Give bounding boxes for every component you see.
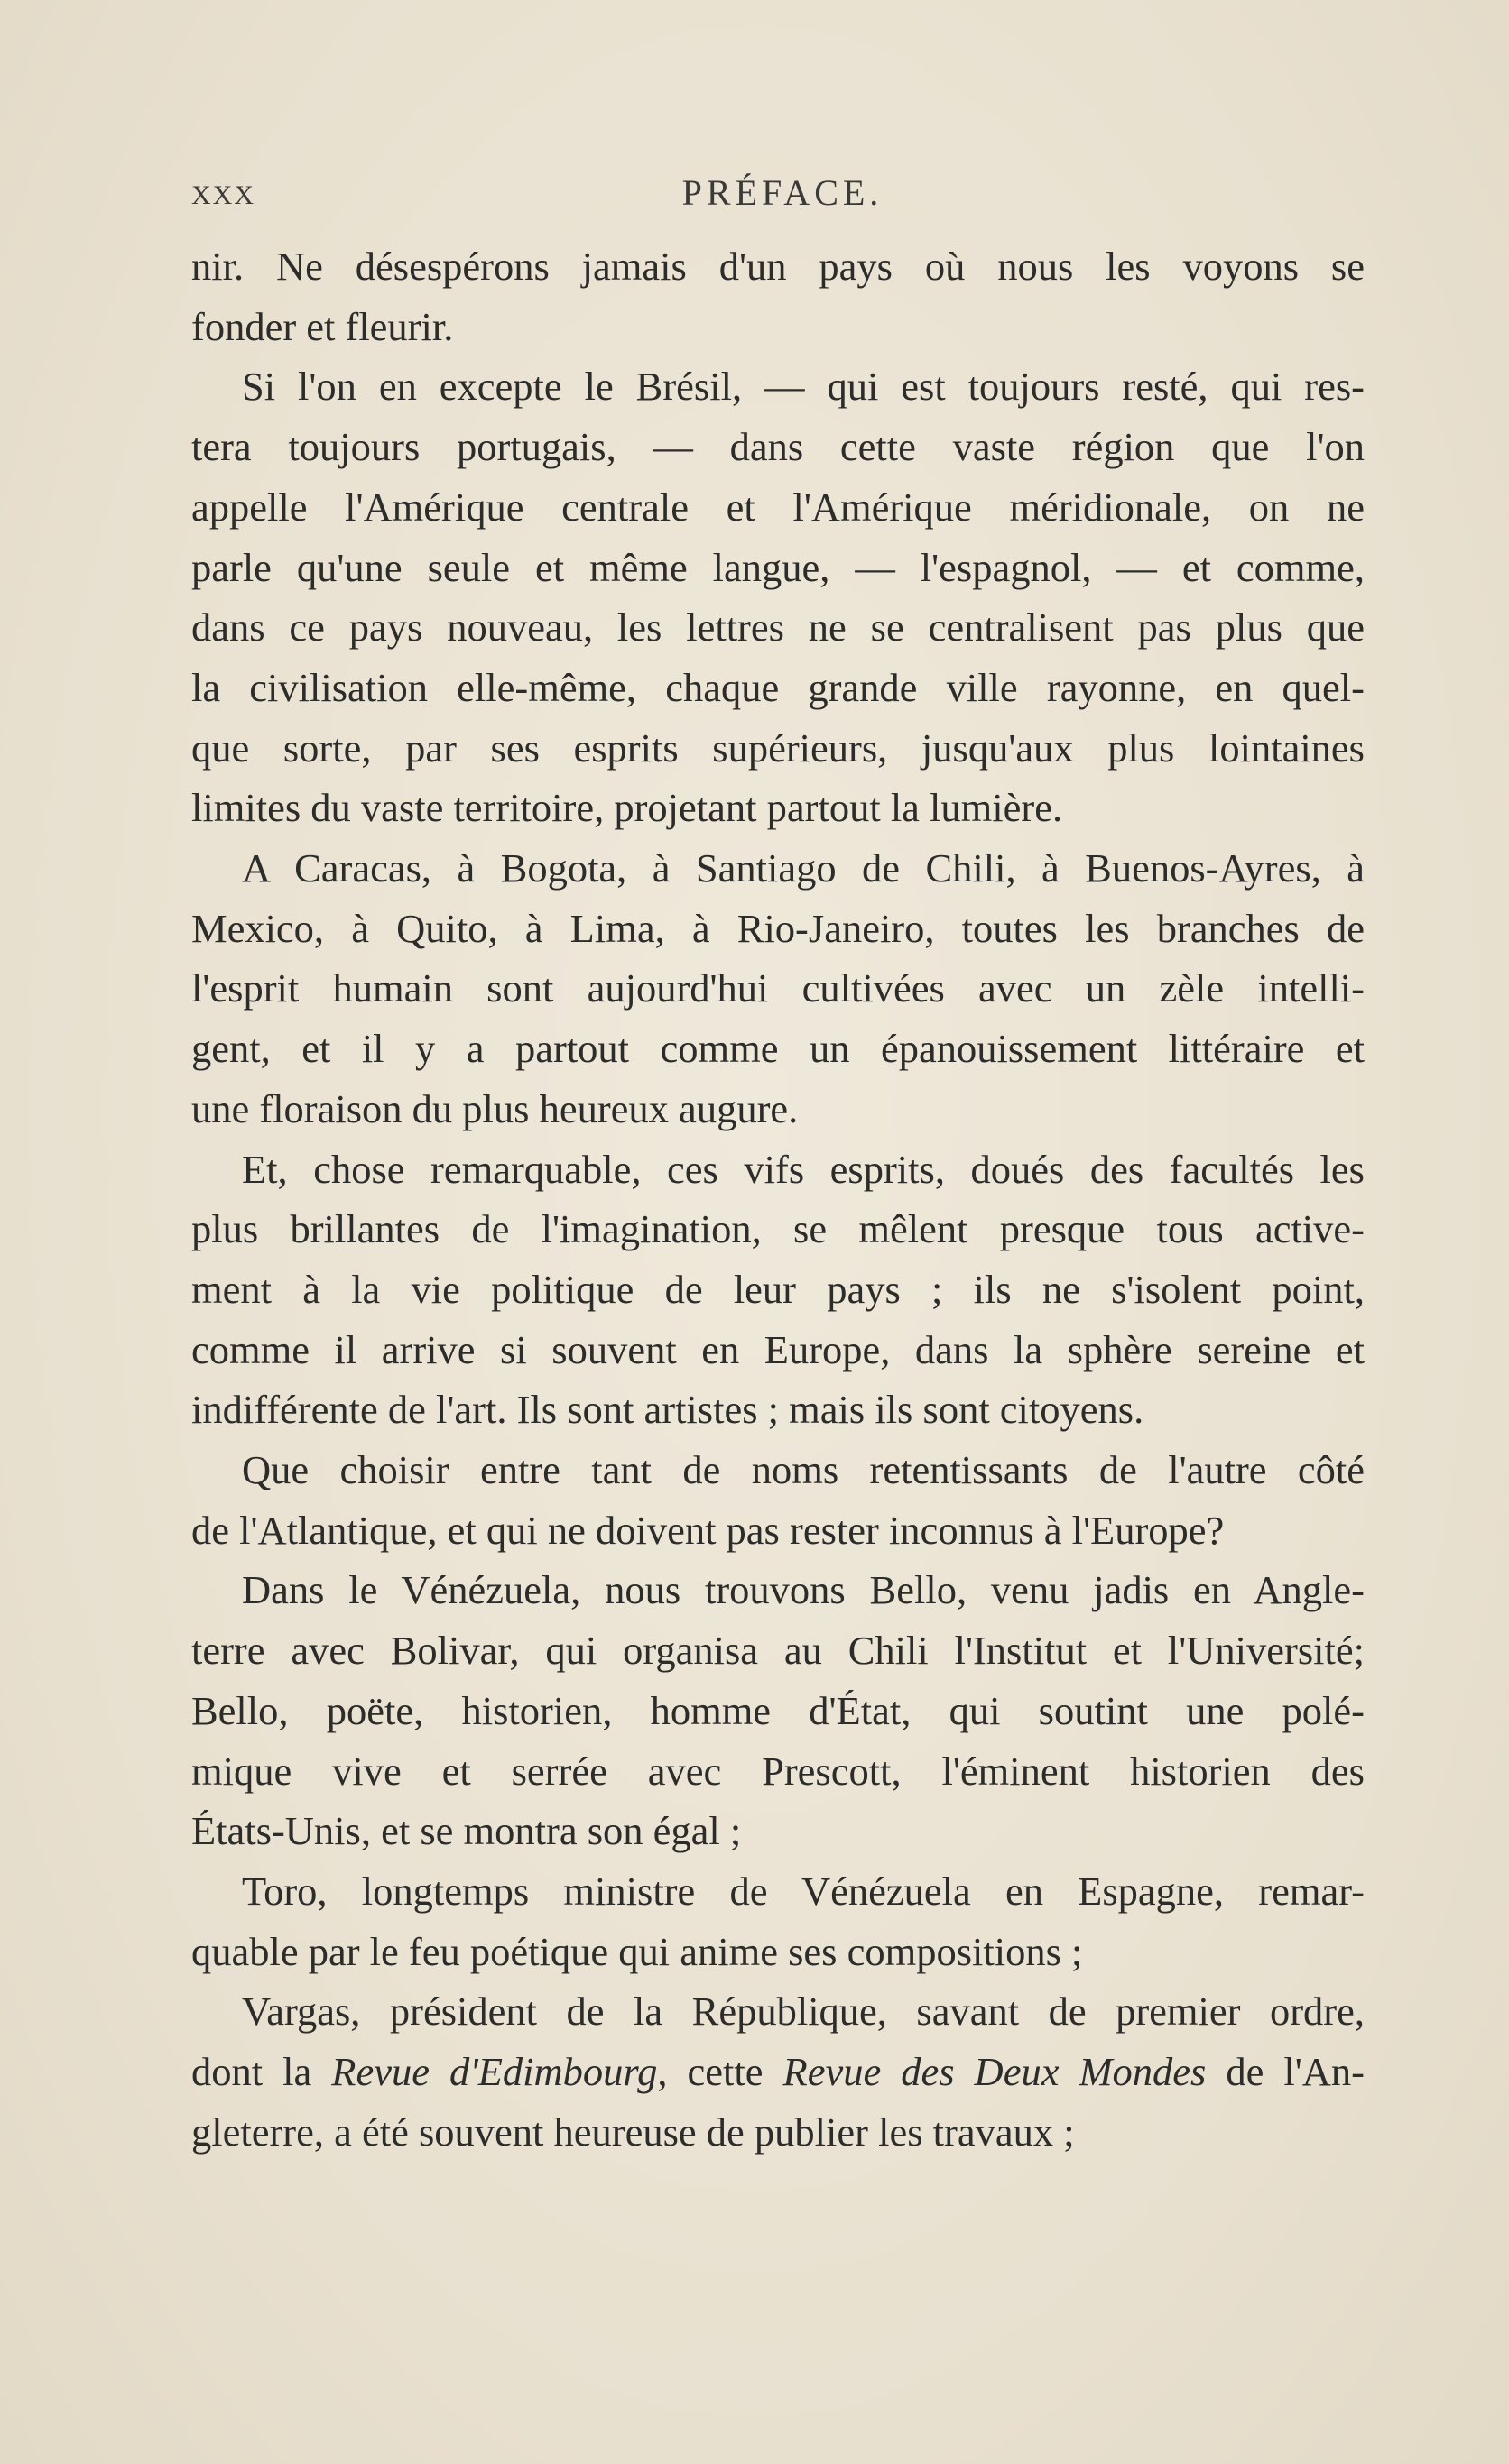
text-line: une floraison du plus heureux augure. bbox=[191, 1085, 799, 1131]
text-line: Bello, poëte, historien, homme d'État, qui soutint une polé- bbox=[191, 1687, 1365, 1733]
text-line: l'esprit humain sont aujourd'hui cultivées avec un zèle intelli- bbox=[191, 965, 1365, 1011]
text-line: fonder et fleurir. bbox=[191, 303, 454, 349]
body-text bbox=[191, 236, 1365, 2163]
text-line: que sorte, par ses esprits supérieurs, jusqu'aux plus lointaines bbox=[191, 724, 1365, 771]
text-line: quable par le feu poétique qui anime ses compositions ; bbox=[191, 1928, 1083, 1974]
text-line: Que choisir entre tant de noms retentissants de l'autre côté bbox=[242, 1447, 1365, 1493]
text-line: Mexico, à Quito, à Lima, à Rio-Janeiro, toutes les branches de bbox=[191, 905, 1365, 951]
text-line-final bbox=[191, 2042, 1365, 2102]
page-header bbox=[191, 171, 1374, 226]
final-line-before: dont la bbox=[191, 2049, 332, 2095]
text-line-closing: gleterre, a été souvent heureuse de publier les travaux ; bbox=[191, 2109, 1075, 2155]
text-line: limites du vaste territoire, projetant partout la lumière. bbox=[191, 785, 1063, 831]
running-title: PRÉFACE. bbox=[681, 172, 884, 213]
final-line-after: de l'An- bbox=[1206, 2049, 1365, 2095]
text-line: gent, et il y a partout comme un épanouissement littéraire et bbox=[191, 1026, 1365, 1072]
text-line: indifférente de l'art. Ils sont artistes ; mais ils sont citoyens. bbox=[191, 1387, 1144, 1433]
text-line: de l'Atlantique, et qui ne doivent pas rester inconnus à l'Europe? bbox=[191, 1507, 1225, 1553]
text-line: Toro, longtemps ministre de Vénézuela en Espagne, remar- bbox=[242, 1868, 1365, 1914]
text-line: terre avec Bolivar, qui organisa au Chili l'Institut et l'Université; bbox=[191, 1628, 1365, 1674]
text-line: nir. Ne désespérons jamais d'un pays où nous les voyons se bbox=[191, 244, 1365, 289]
text-line: appelle l'Amérique centrale et l'Amérique méridionale, on ne bbox=[191, 484, 1365, 530]
page-number: XXX bbox=[191, 180, 255, 210]
text-line: ment à la vie politique de leur pays ; ils ne s'isolent point, bbox=[191, 1266, 1365, 1312]
text-line: Si l'on en excepte le Brésil, — qui est toujours resté, qui res- bbox=[242, 364, 1365, 410]
text-line: parle qu'une seule et même langue, — l'espagnol, — et comme, bbox=[191, 544, 1365, 590]
text-line: Dans le Vénézuela, nous trouvons Bello, venu jadis en Angle- bbox=[242, 1567, 1365, 1613]
text-line: Et, chose remarquable, ces vifs esprits, doués des facultés les bbox=[242, 1146, 1365, 1192]
text-line: la civilisation elle-même, chaque grande ville rayonne, en quel- bbox=[191, 664, 1365, 710]
journal-title-deux-mondes: Revue des Deux Mondes bbox=[782, 2049, 1207, 2095]
text-line: plus brillantes de l'imagination, se mêlent presque tous active- bbox=[191, 1206, 1365, 1252]
text-line: dans ce pays nouveau, les lettres ne se centralisent pas plus que bbox=[191, 604, 1365, 651]
text-line: Vargas, président de la République, savant de premier ordre, bbox=[242, 1989, 1365, 2035]
text-line: États-Unis, et se montra son égal ; bbox=[191, 1808, 742, 1854]
text-line: tera toujours portugais, — dans cette vaste région que l'on bbox=[191, 424, 1365, 470]
journal-title-edimbourg: Revue d'Edimbourg bbox=[331, 2049, 658, 2095]
text-line: A Caracas, à Bogota, à Santiago de Chili, à Buenos-Ayres, à bbox=[242, 845, 1365, 891]
text-line: comme il arrive si souvent en Europe, dans la sphère sereine et bbox=[191, 1326, 1365, 1372]
text-line: mique vive et serrée avec Prescott, l'éminent historien des bbox=[191, 1748, 1365, 1794]
final-line-middle: , cette bbox=[657, 2049, 783, 2095]
